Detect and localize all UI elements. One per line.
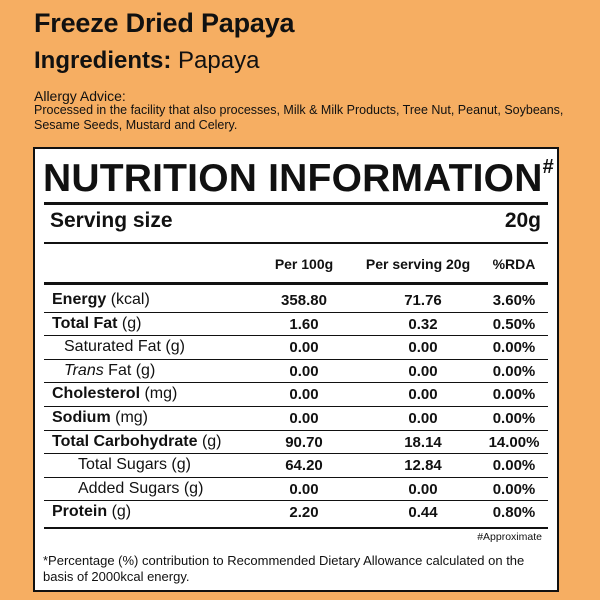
table-row	[44, 289, 548, 312]
table-row	[44, 454, 548, 477]
value-per-serving: 0.00	[408, 386, 438, 404]
table-row	[44, 431, 548, 454]
ingredients-label: Ingredients:	[34, 47, 172, 74]
nutrient-unit: (mg)	[140, 385, 178, 403]
table-row	[44, 407, 548, 430]
nutrient-name: Total Carbohydrate	[52, 432, 198, 450]
nutrient-label	[52, 433, 222, 451]
value-rda: 3.60%	[492, 292, 536, 309]
table-row	[44, 336, 548, 359]
nutrient-label	[52, 291, 150, 309]
nutrient-label	[64, 338, 185, 356]
value-rda: 0.50%	[492, 315, 536, 333]
value-per-100g: 90.70	[285, 433, 323, 451]
value-rda: 0.00%	[492, 480, 536, 498]
divider	[44, 242, 548, 244]
nutrient-label	[78, 456, 191, 474]
nutrient-name: Protein	[52, 503, 108, 521]
value-per-100g: 2.20	[289, 504, 319, 522]
value-per-serving: 0.00	[408, 362, 438, 380]
nutrient-unit: (g)	[197, 432, 222, 450]
column-header-per-100g: Per 100g	[274, 256, 334, 272]
nutrient-label	[52, 409, 148, 427]
value-per-serving: 0.44	[408, 504, 438, 522]
nutrient-label	[64, 362, 155, 380]
value-rda: 14.00%	[488, 433, 540, 451]
ingredients-value: Papaya	[178, 47, 260, 74]
column-header-per-serving: Per serving 20g	[365, 256, 471, 272]
value-per-100g: 0.00	[289, 480, 319, 498]
nutrient-name: Sodium	[52, 409, 111, 426]
table-row	[44, 501, 548, 524]
table-row	[44, 383, 548, 406]
value-per-serving: 0.00	[408, 339, 438, 357]
nutrient-label	[78, 480, 203, 498]
nutrient-name: Cholesterol	[52, 385, 141, 403]
value-per-serving: 12.84	[404, 457, 442, 475]
divider	[44, 282, 548, 285]
table-row	[44, 478, 548, 501]
table-row	[44, 360, 548, 383]
value-per-serving: 18.14	[404, 433, 442, 451]
divider	[44, 527, 548, 529]
value-per-serving: 71.76	[404, 292, 442, 309]
ingredients-line	[34, 47, 259, 75]
allergy-title: Allergy Advice:	[34, 88, 126, 104]
table-row	[44, 313, 548, 336]
product-title: Freeze Dried Papaya	[34, 8, 295, 38]
nutrition-heading	[43, 157, 554, 201]
nutrient-unit: Added Sugars (g)	[78, 479, 204, 497]
value-per-100g: 0.00	[289, 386, 319, 404]
nutrition-panel	[33, 147, 559, 592]
divider	[44, 202, 548, 205]
serving-size-label: Serving size	[50, 209, 173, 232]
value-per-serving: 0.00	[408, 410, 438, 427]
value-per-serving: 0.32	[408, 315, 438, 333]
nutrient-label	[52, 385, 177, 403]
nutrient-unit: Total Sugars (g)	[78, 456, 191, 474]
nutrient-name-italic: Trans	[64, 361, 104, 379]
nutrient-unit: (g)	[107, 503, 132, 521]
nutrient-name: Energy	[52, 291, 107, 308]
nutrient-unit: Saturated Fat (g)	[64, 338, 185, 356]
nutrient-unit: Fat (g)	[103, 361, 156, 379]
value-rda: 0.00%	[492, 457, 536, 475]
nutrient-unit: (mg)	[110, 409, 148, 426]
value-per-serving: 0.00	[408, 480, 438, 498]
rda-footnote: *Percentage (%) contribution to Recommended Dietary Allowance calculated on the basis of 2000kcal energy.	[43, 553, 525, 584]
value-rda: 0.00%	[492, 386, 536, 404]
value-per-100g: 0.00	[289, 362, 319, 380]
nutrient-label	[52, 503, 131, 521]
nutrient-unit: (g)	[117, 314, 142, 332]
value-rda: 0.00%	[492, 410, 536, 427]
value-per-100g: 64.20	[285, 457, 323, 475]
heading-mark: #	[542, 156, 554, 178]
value-rda: 0.00%	[492, 339, 536, 357]
allergy-text: Processed in the facility that also processes, Milk & Milk Products, Tree Nut, Peanut, Soybeans, Sesame Seeds, Mustard and Celery.	[34, 103, 564, 132]
value-rda: 0.80%	[492, 504, 536, 522]
nutrient-unit: (kcal)	[106, 291, 150, 308]
value-per-100g: 358.80	[281, 292, 327, 309]
nutrient-name: Total Fat	[52, 314, 118, 332]
value-per-100g: 1.60	[289, 315, 319, 333]
nutrition-heading-text: NUTRITION INFORMATION	[43, 157, 543, 200]
nutrient-label	[52, 315, 141, 333]
value-per-100g: 0.00	[289, 410, 319, 427]
value-rda: 0.00%	[492, 362, 536, 380]
value-per-100g: 0.00	[289, 339, 319, 357]
serving-size-value: 20g	[504, 209, 541, 232]
approximate-note: #Approximate	[477, 531, 542, 543]
column-header-rda: %RDA	[492, 256, 536, 272]
